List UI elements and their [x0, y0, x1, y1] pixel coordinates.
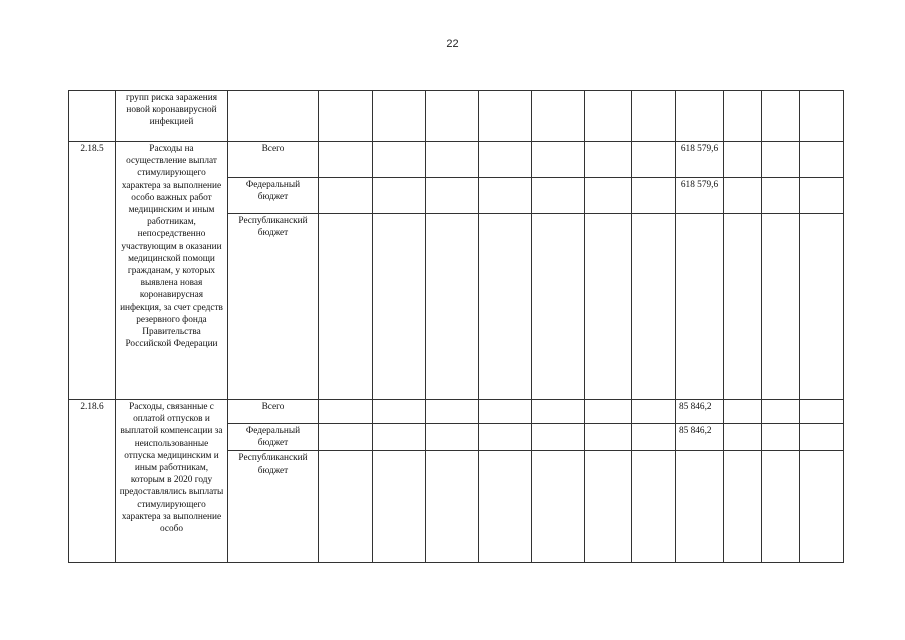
row-number-cell — [69, 91, 116, 142]
source-cell: Всего — [228, 400, 319, 424]
table-row — [69, 142, 844, 178]
value-cell — [676, 214, 724, 400]
row-number-cell: 2.18.6 — [69, 400, 116, 563]
value-cell: 618 579,6 — [676, 142, 724, 178]
source-cell: Всего — [228, 142, 319, 178]
table-row — [69, 400, 844, 424]
value-cell: 618 579,6 — [676, 178, 724, 214]
budget-table — [68, 90, 844, 563]
value-cell: 85 846,2 — [676, 400, 724, 424]
value-cell: 85 846,2 — [676, 424, 724, 451]
value-cell — [676, 451, 724, 563]
source-cell: Федеральный бюджет — [228, 178, 319, 214]
source-cell: Федеральный бюджет — [228, 424, 319, 451]
row-name-cell: Расходы на осуществление выплат стимулирующего характера за выполнение особо важных работ медицинским и иным работникам, непосредственно участвующим в оказании медицинской помощи гражданам, у которых выявлена новая коронавирусная инфекция, за счет средств резервного фонда Правительства Российской Федерации — [116, 142, 228, 400]
page-number: 22 — [446, 38, 459, 50]
table-row — [69, 91, 844, 142]
source-cell — [228, 91, 319, 142]
source-cell: Республиканский бюджет — [228, 451, 319, 563]
row-name-cell: групп риска заражения новой коронавирусной инфекцией — [116, 91, 228, 142]
row-name-cell: Расходы, связанные с оплатой отпусков и выплатой компенсации за неиспользованные отпуска медицинским и иным работникам, которым в 2020 году предоставлялись выплаты стимулирующего характера за выполнение особо — [116, 400, 228, 563]
source-cell: Республиканский бюджет — [228, 214, 319, 400]
row-number-cell: 2.18.5 — [69, 142, 116, 400]
